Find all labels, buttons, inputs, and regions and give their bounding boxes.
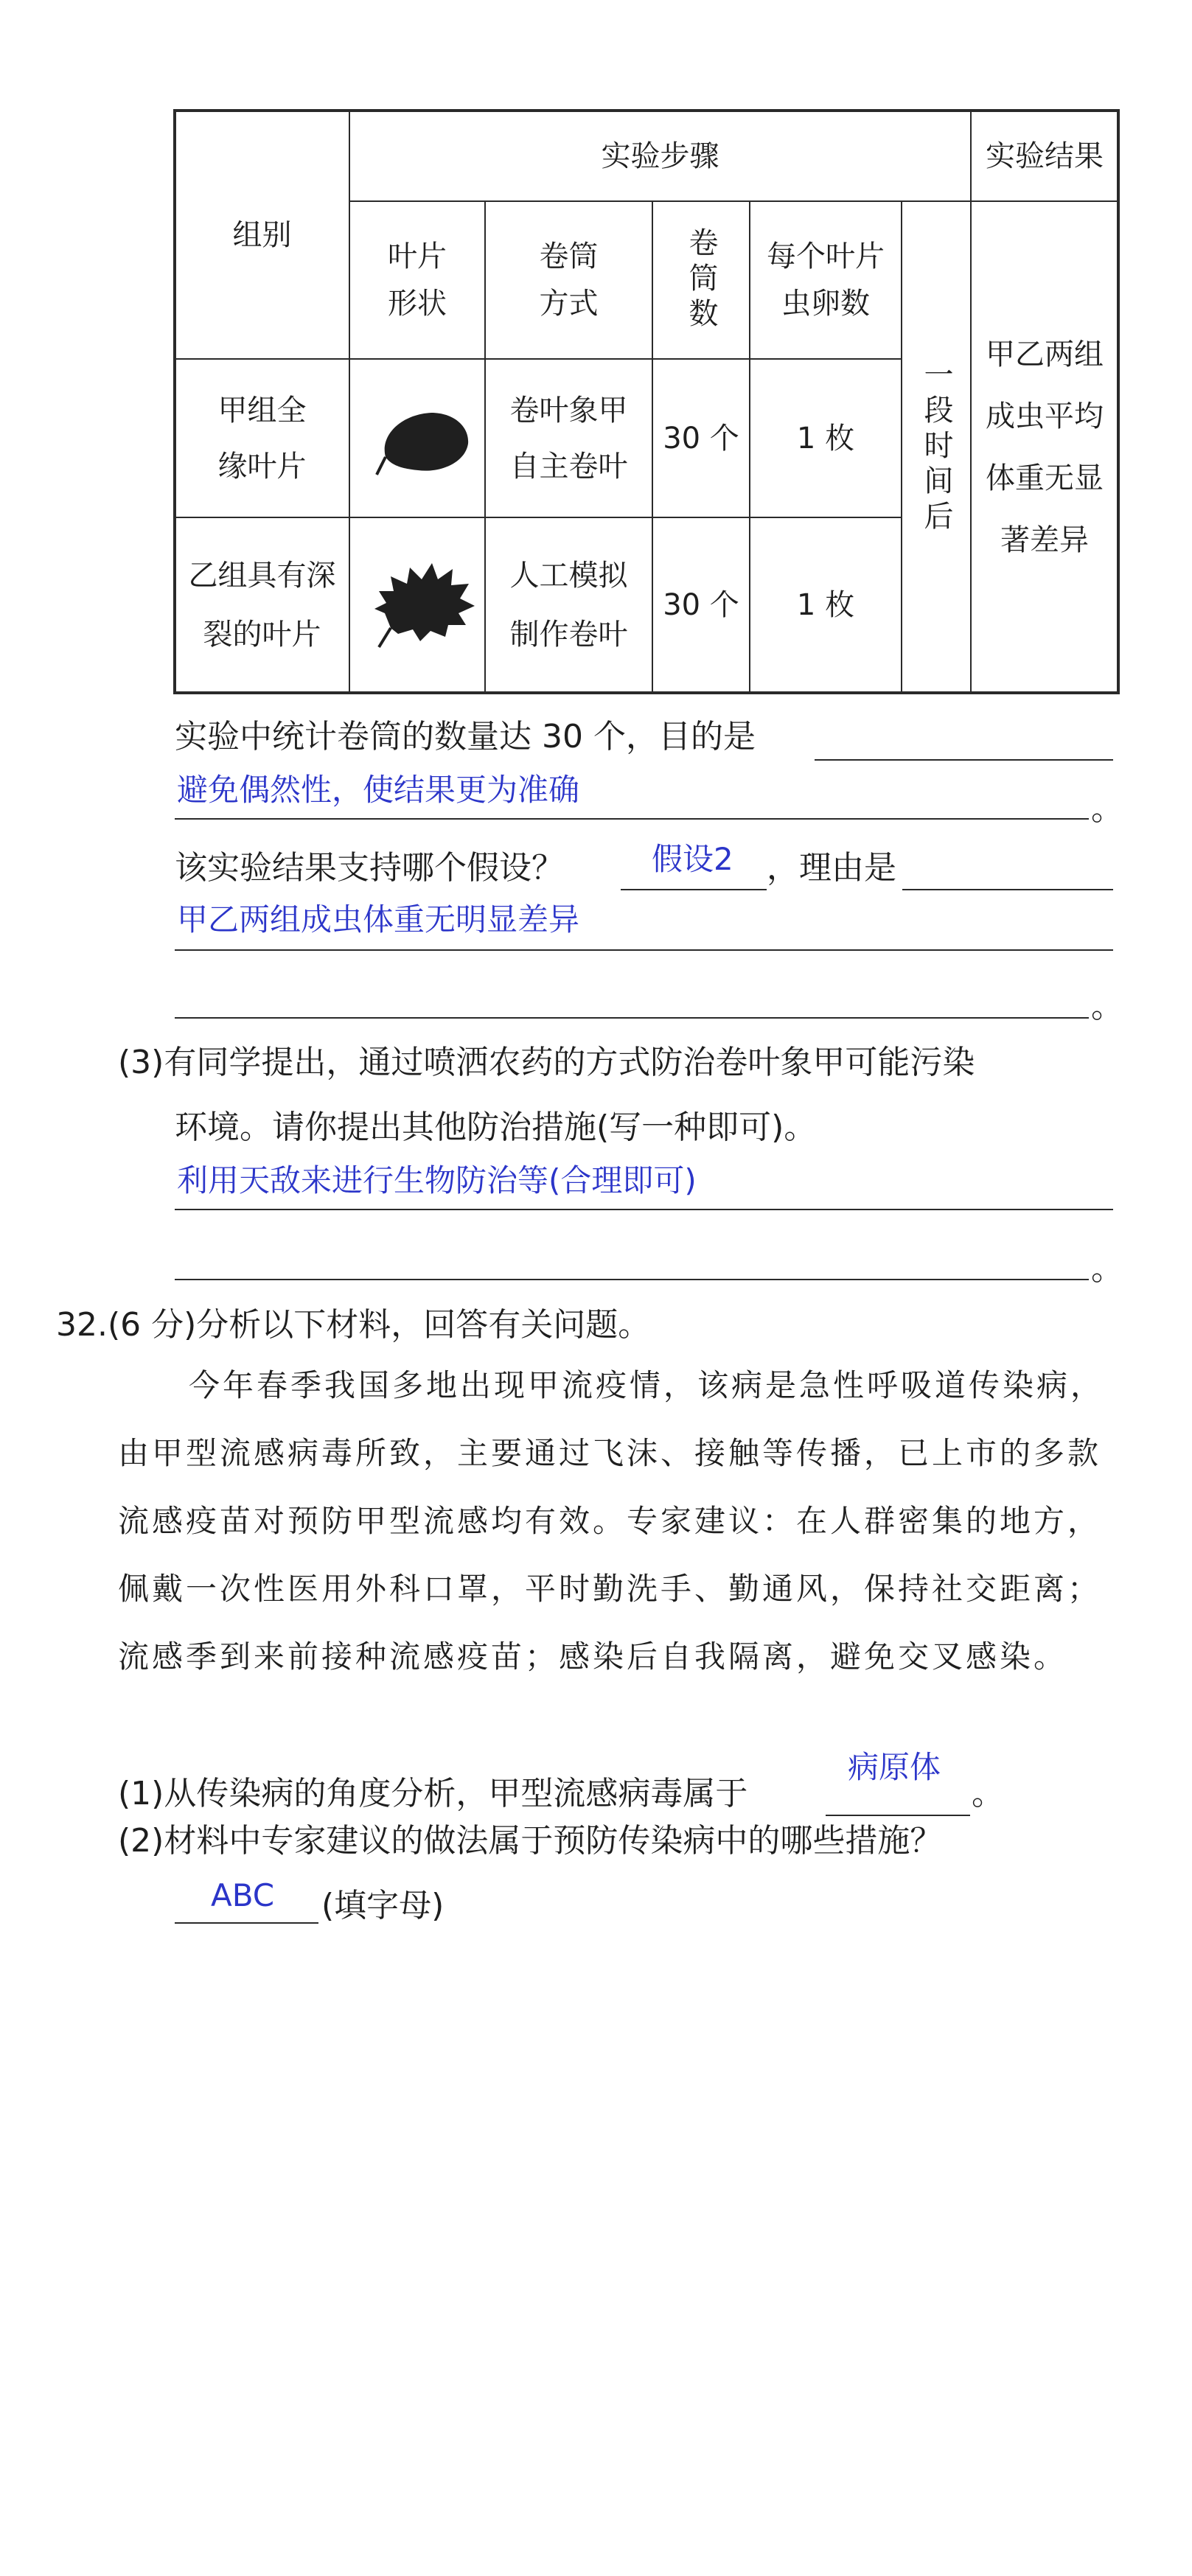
hypothesis-prompt: 该实验结果支持哪个假设？	[175, 849, 564, 887]
header-roll-method: 卷筒 方式	[539, 240, 599, 321]
q32-sub2-answer: ABC	[211, 1877, 275, 1913]
header-roll-count: 卷筒数	[684, 227, 718, 333]
whole-leaf-icon	[372, 398, 475, 482]
count-question-prompt: 实验中统计卷筒的数量达 30 个，目的是	[175, 718, 756, 755]
answer-line	[815, 759, 1113, 761]
answer-line	[175, 949, 1113, 951]
q32-sub1-prompt: (1)从传染病的角度分析，甲型流感病毒属于	[118, 1775, 748, 1812]
header-result: 实验结果	[986, 139, 1104, 173]
header-group: 组别	[232, 217, 292, 252]
row2-method: 人工模拟 制作卷叶	[509, 559, 628, 652]
result-text: 甲乙两组 成虫平均 体重无显 著差异	[986, 337, 1104, 557]
header-steps: 实验步骤	[601, 139, 719, 173]
q3-answer: 利用天敌来进行生物防治等(合理即可)	[177, 1162, 697, 1198]
answer-line	[621, 889, 767, 890]
q32-sub1-answer: 病原体	[848, 1749, 941, 1785]
answer-line	[175, 1922, 318, 1924]
q3-line2: 环境。请你提出其他防治措施(写一种即可)。	[175, 1109, 817, 1146]
q3-end: 。	[1091, 1250, 1123, 1288]
experiment-table	[0, 0, 1192, 708]
hypothesis-end: 。	[1091, 988, 1123, 1025]
time-label: 一段时间后	[919, 358, 953, 536]
header-eggs: 每个叶片 虫卵数	[767, 240, 885, 321]
answer-line	[175, 1017, 1089, 1019]
row1-group: 甲组全 缘叶片	[217, 393, 307, 484]
count-answer: 避免偶然性，使结果更为准确	[177, 772, 580, 808]
q32-sub2-prompt: (2)材料中专家建议的做法属于预防传染病中的哪些措施？	[118, 1822, 943, 1860]
count-end: 。	[1091, 790, 1123, 828]
row2-eggs: 1 枚	[796, 588, 855, 622]
row2-count: 30 个	[663, 588, 739, 622]
answer-line	[175, 1209, 1113, 1210]
q32-title: 32.(6 分)分析以下材料，回答有关问题。	[56, 1306, 651, 1344]
hypothesis-reason: 甲乙两组成虫体重无明显差异	[177, 901, 580, 938]
answer-line	[175, 1279, 1089, 1280]
q32-sub1-end: 。	[972, 1775, 1004, 1812]
header-leaf-shape: 叶片 形状	[388, 240, 447, 321]
row1-method: 卷叶象甲 自主卷叶	[509, 393, 628, 484]
q3-line1: (3)有同学提出，通过喷洒农药的方式防治卷叶象甲可能污染	[118, 1044, 975, 1081]
hypothesis-middle: ，理由是	[767, 849, 896, 887]
q32-material: 今年春季我国多地出现甲流疫情，该病是急性呼吸道传染病，由甲型流感病毒所致，主要通过飞沫、接触等传播，已上市的多款流感疫苗对预防甲型流感均有效。专家建议：在人群密集的地方，佩戴一次性医用外科口罩，平时勤洗手、勤通风，保持社交距离；流感季到来前接种流感疫苗；感染后自我隔离，避免交叉感染。	[118, 1367, 1105, 1675]
q32-sub2-suffix: (填字母)	[321, 1887, 445, 1924]
row2-group: 乙组具有深 裂的叶片	[188, 559, 336, 652]
answer-line	[902, 889, 1113, 890]
lobed-leaf-icon	[369, 554, 479, 653]
answer-line	[175, 818, 1089, 820]
answer-line	[826, 1815, 970, 1816]
row1-eggs: 1 枚	[796, 421, 855, 455]
hypothesis-answer: 假设2	[652, 841, 733, 877]
row1-count: 30 个	[663, 421, 739, 455]
